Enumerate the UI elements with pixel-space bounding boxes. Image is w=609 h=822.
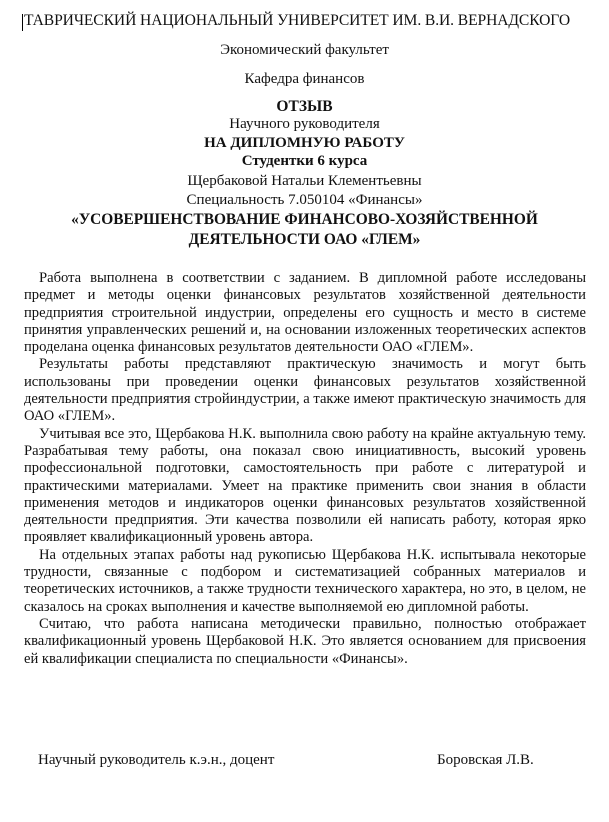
paragraph: Результаты работы представляют практическую значимость и могут быть использованы при проведении оценки финансовых результатов хозяйственной деятельности предприятия стройиндустрии, а также имеют практическую значимость для ОАО «ГЛЕМ».	[24, 356, 586, 425]
paragraph: Считаю, что работа написана методически правильно, полностью отображает квалификационный уровень Щербаковой Н.К. Это является основанием для присвоения ей квалификации специалиста по специальности «Финансы».	[24, 615, 586, 667]
specialty: Специальность 7.050104 «Финансы»	[186, 192, 423, 208]
thesis-title-line2: ДЕЯТЕЛЬНОСТИ ОАО «ГЛЕМ»	[188, 231, 421, 248]
text-cursor	[22, 14, 23, 31]
student-name: Щербаковой Натальи Клементьевны	[187, 173, 422, 189]
paragraph: Работа выполнена в соответствии с заданием. В дипломной работе исследованы предмет и методы оценки финансовых результатов хозяйственной деятельности предприятия строительной индустрии, определены его сущность и место в системе принятия управленческих решений и, на основании изложенных теоретических аспектов проделана оценка финансовых результатов деятельности ОАО «ГЛЕМ».	[24, 270, 586, 356]
university-name: ТАВРИЧЕСКИЙ НАЦИОНАЛЬНЫЙ УНИВЕРСИТЕТ ИМ. В.И. ВЕРНАДСКОГО	[24, 12, 570, 29]
department: Кафедра финансов	[244, 71, 365, 87]
faculty: Экономический факультет	[220, 42, 389, 58]
reviewer-role: Научного руководителя	[229, 116, 380, 132]
subject: НА ДИПЛОМНУЮ РАБОТУ	[204, 135, 405, 151]
document-type: ОТЗЫВ	[276, 98, 333, 115]
review-body	[24, 270, 586, 668]
paragraph: Учитывая все это, Щербакова Н.К. выполнила свою работу на крайне актуальную тему. Разрабатывая тему работы, она показал свою инициативность, высокий уровень профессиональной подготовки, самостоятельность при работе с литературой и практическими материалами. Умеет на практике применить свои знания в области применения методов и индикаторов оценки финансовых результатов хозяйственной деятельности предприятия. Эти качества позволили ей написать работу, которая ярко проявляет квалификационный уровень автора.	[24, 425, 586, 546]
signature-name: Боровская Л.В.	[437, 752, 534, 768]
thesis-title-line1: «УСОВЕРШЕНСТВОВАНИЕ ФИНАНСОВО-ХОЗЯЙСТВЕННОЙ	[71, 211, 538, 228]
student-course: Студентки 6 курса	[241, 153, 368, 169]
signature-position: Научный руководитель к.э.н., доцент	[38, 752, 275, 768]
paragraph: На отдельных этапах работы над рукописью Щербакова Н.К. испытывала некоторые трудности, связанные с подбором и систематизацией собранных материалов и теоретических источников, а также трудности технического характера, но это, в целом, не сказалось на сроках выполнения и качестве выполняемой ею дипломной работы.	[24, 546, 586, 615]
